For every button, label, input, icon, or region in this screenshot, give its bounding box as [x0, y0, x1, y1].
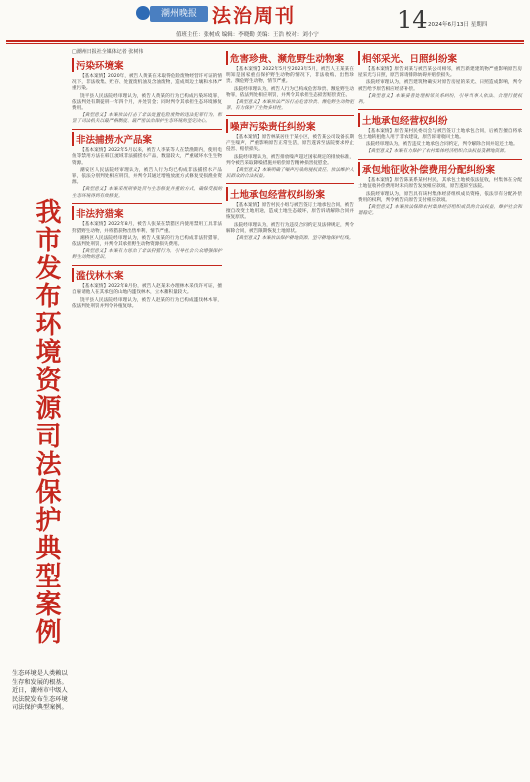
column-d — [358, 48, 522, 218]
paragraph: 法院经审理认为，被告建筑物确实对原告房屋的采光、日照造成影响，判令被告给予原告相应经济补偿。 — [358, 80, 522, 92]
paragraph: 【基本案情】原告某村民委员会与被告签订土地承包合同，后被告擅自将承包土地转租他人用于非农建设，原告诉请收回土地。 — [358, 128, 522, 141]
masthead — [0, 0, 530, 40]
paragraph: 【基本案情】2022年8月份，被告人赵某未办理林木采伐许可证，擅自雇请他人在其承包的山地内滥伐林木，立木蓄积量较大。 — [72, 284, 222, 296]
paragraph: 【基本案情】2022年8月，被告人张某在禁猎区内使用禁用工具非法狩猎野生动物，并将猎获物出售牟利，情节严重。 — [72, 222, 222, 234]
section-head-s10: 承包地征收补偿费用分配纠纷案 — [358, 162, 522, 176]
section-head-s9: 土地承包经营权纠纷 — [358, 113, 522, 127]
section-head-s1: 污染环境案 — [72, 58, 222, 72]
paragraph: 【典型意义】本案依法保护耕地资源，坚守耕地保护红线。 — [234, 236, 354, 242]
paragraph: 【典型意义】本案依法严厉打击危害珍贵、濒危野生动物犯罪，有力保护了生物多样性。 — [226, 100, 354, 112]
section-head-s3: 非法狩猎案 — [72, 206, 222, 220]
section-head-s5: 危害珍贵、濒危野生动物案 — [226, 51, 354, 65]
divider — [358, 109, 522, 110]
paragraph: 【基本案情】2020年，被告人黄某在未取得危险废物经营许可证的情况下，非法收集、贮存、处置废机油及含油废物，造成周边土壤和水体严重污染。 — [72, 74, 222, 92]
divider — [226, 183, 354, 184]
paragraph: 法院经审理认为，被告违反土地承包合同约定，判令解除合同并返还土地。 — [366, 142, 518, 148]
newspaper-logo-icon — [136, 6, 150, 20]
editorial-credits: 值班主任：张树成 编辑：李晓勤 美编：王浩 校对：刘小宁 — [176, 32, 319, 38]
paragraph: 【基本案情】原告陈某系某村村民，其承包土地被依法征收，村集体在分配土地征收补偿费用时未向原告发放相应款项，原告遂诉至法院。 — [358, 178, 522, 190]
column-c — [226, 48, 354, 243]
byline: □潮州日报社全媒体记者 张树伟 — [72, 49, 144, 55]
paragraph: 法院经审理认为，原告具有该村集体经济组织成员资格，依法享有分配补偿费用的权利，判令被告向原告支付相应款项。 — [358, 191, 522, 203]
paragraph: 湘桥区人民法院经审理认为，被告人张某的行为已构成非法狩猎罪，依法判处刑罚，并判令其承担野生动物资源损失费用。 — [72, 235, 222, 248]
feature-column — [10, 48, 68, 778]
newspaper-logo: 潮州晚报 — [150, 6, 208, 22]
column-b — [72, 48, 222, 311]
paragraph: 【基本案情】2022年5月至2023年5月，被告人王某某在明知是国家重点保护野生动物的情况下，非法收购、出售珍贵、濒危野生动物，情节严重。 — [226, 67, 354, 85]
header-rule — [6, 40, 524, 42]
section-head-s7: 土地承包经营权纠纷案 — [226, 187, 354, 201]
paragraph: 【基本案情】2022年5月以来，被告人李某等人在禁渔期内，使用电鱼等禁用方法在韩江流域非法捕捞水产品，数量较大，严重破坏水生生物资源。 — [72, 148, 222, 166]
paragraph: 饶平县人民法院经审理认为，被告人黄某的行为已构成污染环境罪，依法判处有期徒刑一年四个月，并处罚金；同时判令其承担生态环境修复费用。 — [72, 93, 222, 112]
issue-date: 2024年6月13日 星期四 — [428, 22, 488, 28]
section-head-s2: 非法捕捞水产品案 — [72, 132, 222, 146]
column-title: 法治周刊 — [212, 5, 297, 27]
paragraph: 潮安区人民法院经审理认为，被告人行为均已构成非法捕捞水产品罪，依法分别判处相应刑罚，并判令其通过增殖放流方式修复受损渔业资源。 — [72, 167, 222, 186]
paragraph: 【基本案情】原告村民小组与被告签订土地承包合同，被告擅自改变土地用途，造成土地生态破坏，原告诉请解除合同并恢复原状。 — [226, 203, 354, 221]
paragraph: 法院经审理认为，被告行为违反合同约定及法律规定，判令解除合同，被告限期恢复土地原状。 — [226, 222, 354, 234]
paragraph: 【典型意义】本案依法打击了非法处置危险废物的违法犯罪行为，彰显了司法机关以最严格制度、最严密法治保护生态环境的坚定决心。 — [72, 113, 222, 125]
divider — [358, 159, 522, 160]
paragraph: 【典型意义】本案有力保护了农村集体经济组织合法权益及耕地资源。 — [366, 149, 509, 155]
header-rule-thin — [6, 43, 524, 44]
divider — [226, 115, 354, 116]
paragraph: 饶平县人民法院经审理认为，被告人赵某的行为已构成滥伐林木罪，依法判处刑罚并判令补植复绿。 — [72, 297, 222, 309]
paragraph: 【基本案情】原告林某居住于某小区，被告某公司设备长期产生噪声，严重影响原告正常生活，原告遂诉至法院要求停止侵害、赔偿损失。 — [226, 135, 354, 153]
paragraph: 【典型意义】本案明确了噪声污染的侵权责任，依法维护人民群众的合法权益。 — [226, 168, 354, 180]
page-number: 14 — [397, 6, 428, 34]
paragraph: 【基本案情】原告刘某与被告某公司相邻，被告新建建筑物严重影响原告房屋采光与日照，原告诉请排除妨碍并赔偿损失。 — [358, 67, 522, 79]
paragraph: 【典型意义】本案采用刑事处罚与生态修复并重的方式，确保受损的生态环境得到有效修复。 — [72, 187, 222, 199]
paragraph: 法院经审理认为，被告人行为已构成危害珍贵、濒危野生动物罪，依法判处相应刑罚，并判令其承担生态损害赔偿责任。 — [226, 86, 354, 98]
section-head-s6: 噪声污染责任纠纷案 — [226, 119, 354, 133]
paragraph: 【典型意义】本案妥善处理相邻关系纠纷，引导当事人依法、合理行使权利。 — [358, 93, 522, 106]
section-head-s8: 相邻采光、日照纠纷案 — [358, 51, 522, 65]
divider — [72, 265, 222, 266]
divider — [72, 129, 222, 130]
paragraph: 【典型意义】本案有力惩治了非法狩猎行为，引导社会公众增强保护野生动物的意识。 — [72, 249, 222, 261]
paragraph: 法院经审理认为，被告排放噪声超过国家规定的排放标准，判令被告采取降噪措施并赔偿原告精神损害抚慰金。 — [226, 154, 354, 166]
feature-title: 我市发布环境资源司法保护典型案例 — [31, 198, 61, 646]
section-head-s4: 滥伐林木案 — [72, 268, 222, 282]
feature-lede: 生态环境是人类赖以生存和发展的根基。近日，潮州市中级人民法院发布生态环境司法保护典型案例。 — [12, 670, 68, 712]
paragraph: 【典型意义】本案依法保障农村集体经济组织成员的合法权益，维护社会和谐稳定。 — [358, 205, 522, 217]
divider — [72, 203, 222, 204]
